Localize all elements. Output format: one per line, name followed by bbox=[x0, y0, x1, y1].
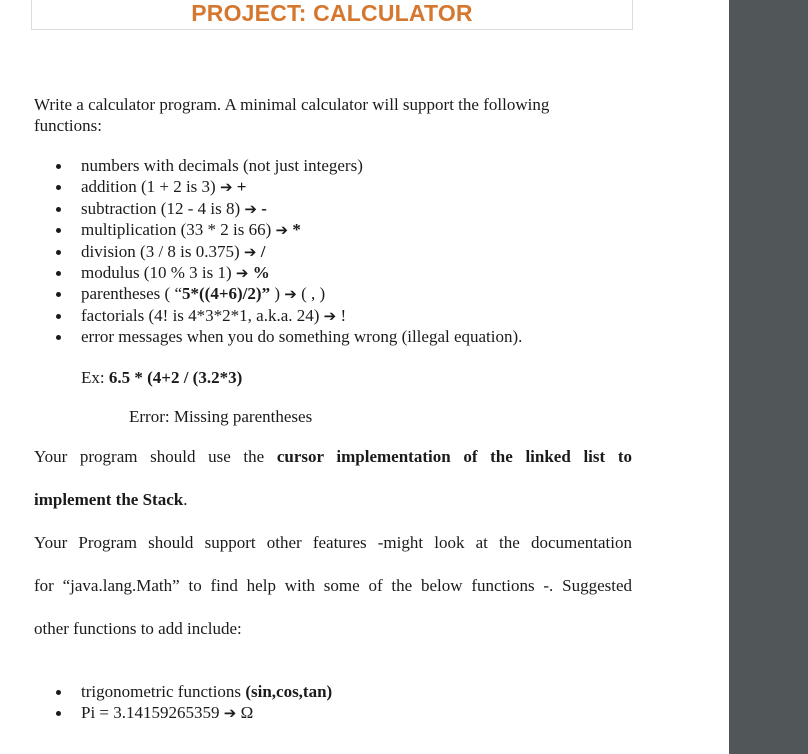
list-item bbox=[56, 326, 522, 347]
omega-symbol: Ω bbox=[240, 703, 254, 723]
feature-text: subtraction (12 - 4 is 8) bbox=[81, 198, 241, 218]
features-paragraph-line-2: for “java.lang.Math” to find help with some of the below functions -. Suggested bbox=[34, 576, 632, 595]
function-names: (sin,cos,tan) bbox=[245, 682, 333, 701]
list-item bbox=[56, 176, 522, 197]
feature-text: error messages when you do something wrong (illegal equation). bbox=[81, 327, 523, 347]
list-item bbox=[56, 198, 522, 219]
intro-paragraph: Write a calculator program. A minimal calculator will support the following functions: bbox=[34, 95, 550, 135]
error-label: Error: bbox=[129, 407, 170, 426]
page-title: PROJECT: CALCULATOR bbox=[191, 0, 473, 26]
bullet-icon bbox=[56, 335, 61, 340]
feature-text: factorials (4! is 4*3*2*1, a.k.a. 24) bbox=[81, 305, 320, 325]
feature-text: division (3 / 8 is 0.375) bbox=[81, 241, 240, 261]
arrow-icon: ➔ bbox=[244, 199, 257, 218]
arrow-icon: ➔ bbox=[275, 221, 289, 240]
list-item bbox=[56, 681, 332, 702]
feature-text: numbers with decimals (not just integers) bbox=[81, 156, 363, 175]
error-line bbox=[129, 406, 312, 427]
bullet-icon bbox=[56, 711, 61, 716]
bullet-icon bbox=[56, 292, 61, 297]
error-message: Missing parentheses bbox=[173, 407, 313, 426]
bullet-icon bbox=[56, 207, 61, 212]
viewer-background-panel bbox=[729, 0, 808, 754]
example-label: Ex: bbox=[81, 368, 105, 387]
stack-paragraph-period: . bbox=[183, 490, 188, 509]
list-item bbox=[56, 702, 332, 723]
example-expression: 6.5 * (4+2 / (3.2*3) bbox=[108, 368, 243, 387]
bullet-icon bbox=[56, 690, 61, 695]
example-line bbox=[81, 367, 242, 388]
stack-paragraph-line-2 bbox=[34, 490, 632, 510]
function-text: trigonometric functions bbox=[81, 682, 246, 701]
arrow-icon: ➔ bbox=[235, 263, 249, 282]
stack-paragraph-text: Your program should use the bbox=[34, 447, 277, 466]
list-item bbox=[56, 155, 522, 176]
operator-symbol: + bbox=[236, 177, 247, 197]
bullet-icon bbox=[56, 185, 61, 190]
feature-text: modulus (10 % 3 is 1) bbox=[81, 262, 232, 282]
feature-text: multiplication (33 * 2 is 66) bbox=[81, 220, 272, 240]
stack-paragraph-bold-2: implement the Stack bbox=[34, 490, 184, 509]
other-functions-list bbox=[56, 681, 332, 724]
bullet-icon bbox=[56, 271, 61, 276]
list-item bbox=[56, 219, 522, 240]
list-item bbox=[56, 283, 522, 304]
arrow-icon: ➔ bbox=[223, 704, 237, 723]
arrow-icon: ➔ bbox=[219, 178, 233, 197]
feature-text: parentheses ( “ bbox=[81, 284, 183, 304]
title-box bbox=[31, 0, 633, 30]
operator-symbol: ( , ) bbox=[301, 284, 326, 304]
list-item bbox=[56, 305, 522, 326]
operator-symbol: * bbox=[292, 220, 301, 240]
feature-text-end: ) bbox=[270, 284, 280, 304]
feature-text: addition (1 + 2 is 3) bbox=[81, 177, 216, 197]
list-item bbox=[56, 241, 522, 262]
bullet-icon bbox=[56, 228, 61, 233]
arrow-icon: ➔ bbox=[243, 242, 257, 261]
features-paragraph-line-3: other functions to add include: bbox=[34, 619, 242, 638]
stack-paragraph-bold: cursor implementation of the linked list to bbox=[276, 447, 632, 466]
stack-paragraph-line-1 bbox=[34, 447, 632, 467]
feature-expression: 5*((4+6)/2)” bbox=[182, 284, 271, 304]
operator-symbol: ! bbox=[340, 305, 347, 325]
features-paragraph-line-1: Your Program should support other features -might look at the documentation bbox=[34, 533, 632, 552]
bullet-icon bbox=[56, 314, 61, 319]
operator-symbol: % bbox=[252, 262, 270, 282]
operator-symbol: / bbox=[260, 241, 266, 261]
function-text: Pi = 3.14159265359 bbox=[81, 703, 224, 723]
feature-list bbox=[56, 155, 522, 348]
bullet-icon bbox=[56, 250, 61, 255]
list-item bbox=[56, 262, 522, 283]
bullet-icon bbox=[56, 164, 61, 169]
arrow-icon: ➔ bbox=[323, 306, 337, 325]
operator-symbol: - bbox=[261, 198, 267, 218]
arrow-icon: ➔ bbox=[284, 285, 297, 304]
